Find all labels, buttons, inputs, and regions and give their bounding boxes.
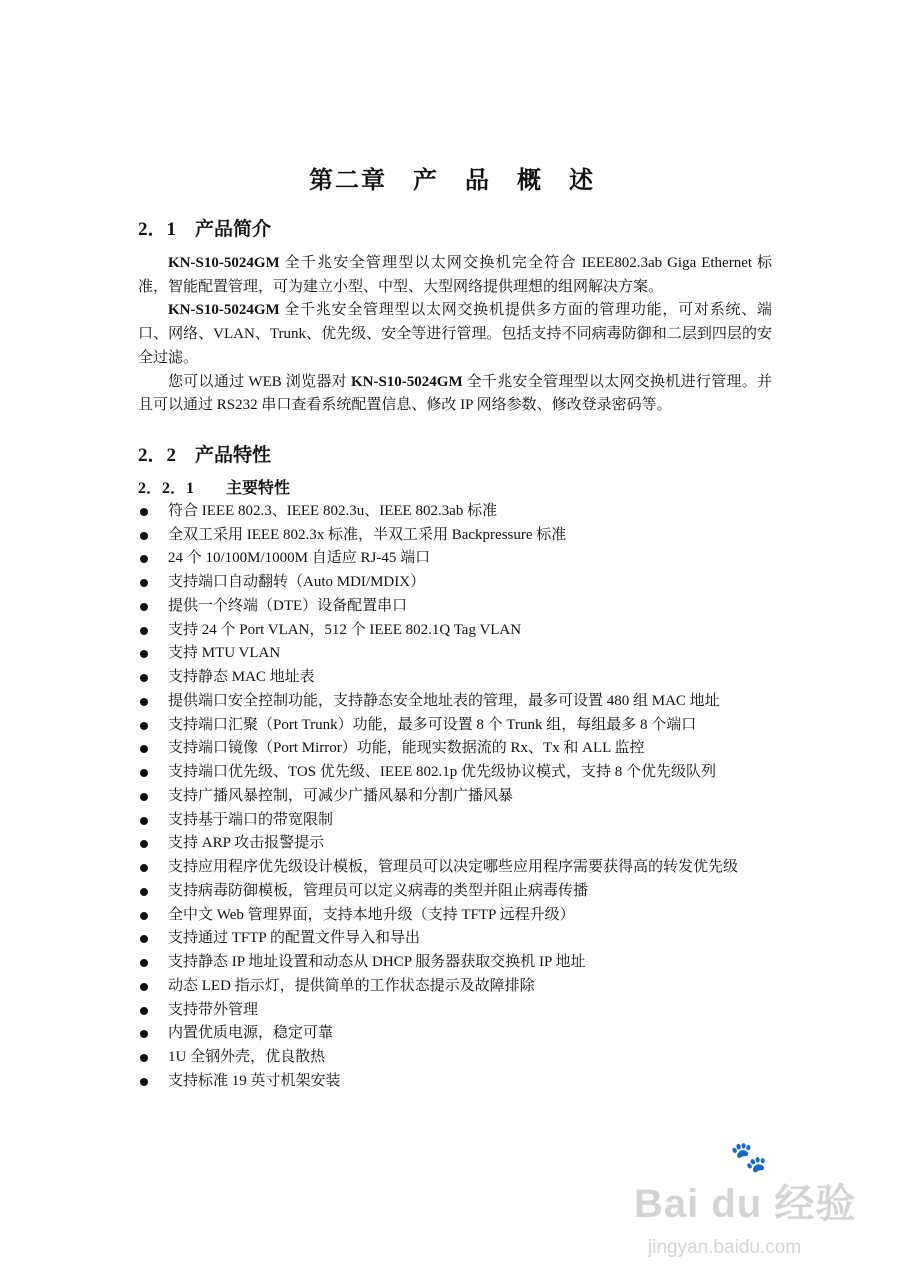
- feature-item: 支持通过 TFTP 的配置文件导入和导出: [138, 927, 778, 951]
- feature-item: 全中文 Web 管理界面，支持本地升级（支持 TFTP 远程升级）: [138, 904, 778, 928]
- feature-item: 24 个 10/100M/1000M 自适应 RJ-45 端口: [138, 547, 778, 571]
- product-model: KN-S10-5024GM: [168, 255, 280, 271]
- feature-item: 动态 LED 指示灯，提供简单的工作状态提示及故障排除: [138, 975, 778, 999]
- feature-item: 支持 MTU VLAN: [138, 642, 778, 666]
- feature-item: 支持静态 MAC 地址表: [138, 666, 778, 690]
- feature-item: 支持端口汇聚（Port Trunk）功能，最多可设置 8 个 Trunk 组，每组最多 8 个端口: [138, 714, 778, 738]
- document-body: [138, 166, 778, 1094]
- paragraph-text: 全千兆安全管理型以太网交换机进行管理。并且可以通过 RS232 串口查看系统配置信息、修改 IP 网络参数、修改登录密码等。: [138, 373, 772, 414]
- feature-item: 支持端口镜像（Port Mirror）功能，能现实数据流的 Rx、Tx 和 ALL 监控: [138, 737, 778, 761]
- feature-item: 支持广播风暴控制，可减少广播风暴和分割广播风暴: [138, 785, 778, 809]
- watermark-url: jingyan.baidu.com: [648, 1237, 802, 1258]
- paragraph: [138, 299, 772, 370]
- feature-item: 内置优质电源，稳定可靠: [138, 1022, 778, 1046]
- paragraph-text: 全千兆安全管理型以太网交换机提供多方面的管理功能，可对系统、端口、网络、VLAN、Trunk、优先级、安全等进行管理。包括支持不同病毒防御和二层到四层的安全过滤。: [138, 302, 772, 366]
- product-model: KN-S10-5024GM: [350, 373, 463, 390]
- intro-paragraphs: [138, 252, 772, 418]
- subsection-heading-2-2-1: 2．2．1 主要特性: [138, 479, 291, 497]
- section-heading-2-1: 2．1 产品简介: [138, 219, 272, 240]
- feature-item: 提供端口安全控制功能，支持静态安全地址表的管理，最多可设置 480 组 MAC 地址: [138, 690, 778, 714]
- feature-item: 支持病毒防御模板，管理员可以定义病毒的类型并阻止病毒传播: [138, 880, 778, 904]
- feature-item: 支持应用程序优先级设计模板，管理员可以决定哪些应用程序需要获得高的转发优先级: [138, 856, 778, 880]
- feature-item: 支持基于端口的带宽限制: [138, 809, 778, 833]
- chapter-title: 第二章 产 品 概 述: [309, 168, 595, 194]
- section-heading-2-2: 2．2 产品特性: [138, 444, 272, 466]
- feature-item: 提供一个终端（DTE）设备配置串口: [138, 595, 778, 619]
- feature-item: 1U 全钢外壳，优良散热: [138, 1046, 778, 1070]
- baidu-watermark: [634, 1140, 874, 1276]
- feature-item: 支持 ARP 攻击报警提示: [138, 832, 778, 856]
- feature-item: 支持带外管理: [138, 999, 778, 1023]
- paragraph-text: 全千兆安全管理型以太网交换机完全符合 IEEE802.3ab Giga Ethernet 标准，智能配置管理，可为建立小型、中型、大型网络提供理想的组网解决方案。: [138, 255, 772, 295]
- feature-item: 支持静态 IP 地址设置和动态从 DHCP 服务器获取交换机 IP 地址: [138, 951, 778, 975]
- feature-list: [138, 500, 778, 1094]
- feature-item: 支持端口优先级、TOS 优先级、IEEE 802.1p 优先级协议模式，支持 8 个优先级队列: [138, 761, 778, 785]
- product-model: KN-S10-5024GM: [168, 302, 280, 319]
- feature-item: 符合 IEEE 802.3、IEEE 802.3u、IEEE 802.3ab 标准: [138, 500, 778, 524]
- paw-icon: 🐾: [730, 1141, 768, 1174]
- feature-item: 支持 24 个 Port VLAN，512 个 IEEE 802.1Q Tag VLAN: [138, 619, 778, 643]
- feature-item: 支持标准 19 英寸机架安装: [138, 1070, 778, 1094]
- paragraph: [138, 371, 772, 418]
- paragraph-text: 您可以通过 WEB 浏览器对: [168, 373, 351, 390]
- paragraph: [138, 252, 772, 299]
- watermark-logo: Bai du 经验: [634, 1182, 857, 1226]
- feature-item: 全双工采用 IEEE 802.3x 标准，半双工采用 Backpressure 标准: [138, 524, 778, 548]
- feature-item: 支持端口自动翻转（Auto MDI/MDIX）: [138, 571, 778, 595]
